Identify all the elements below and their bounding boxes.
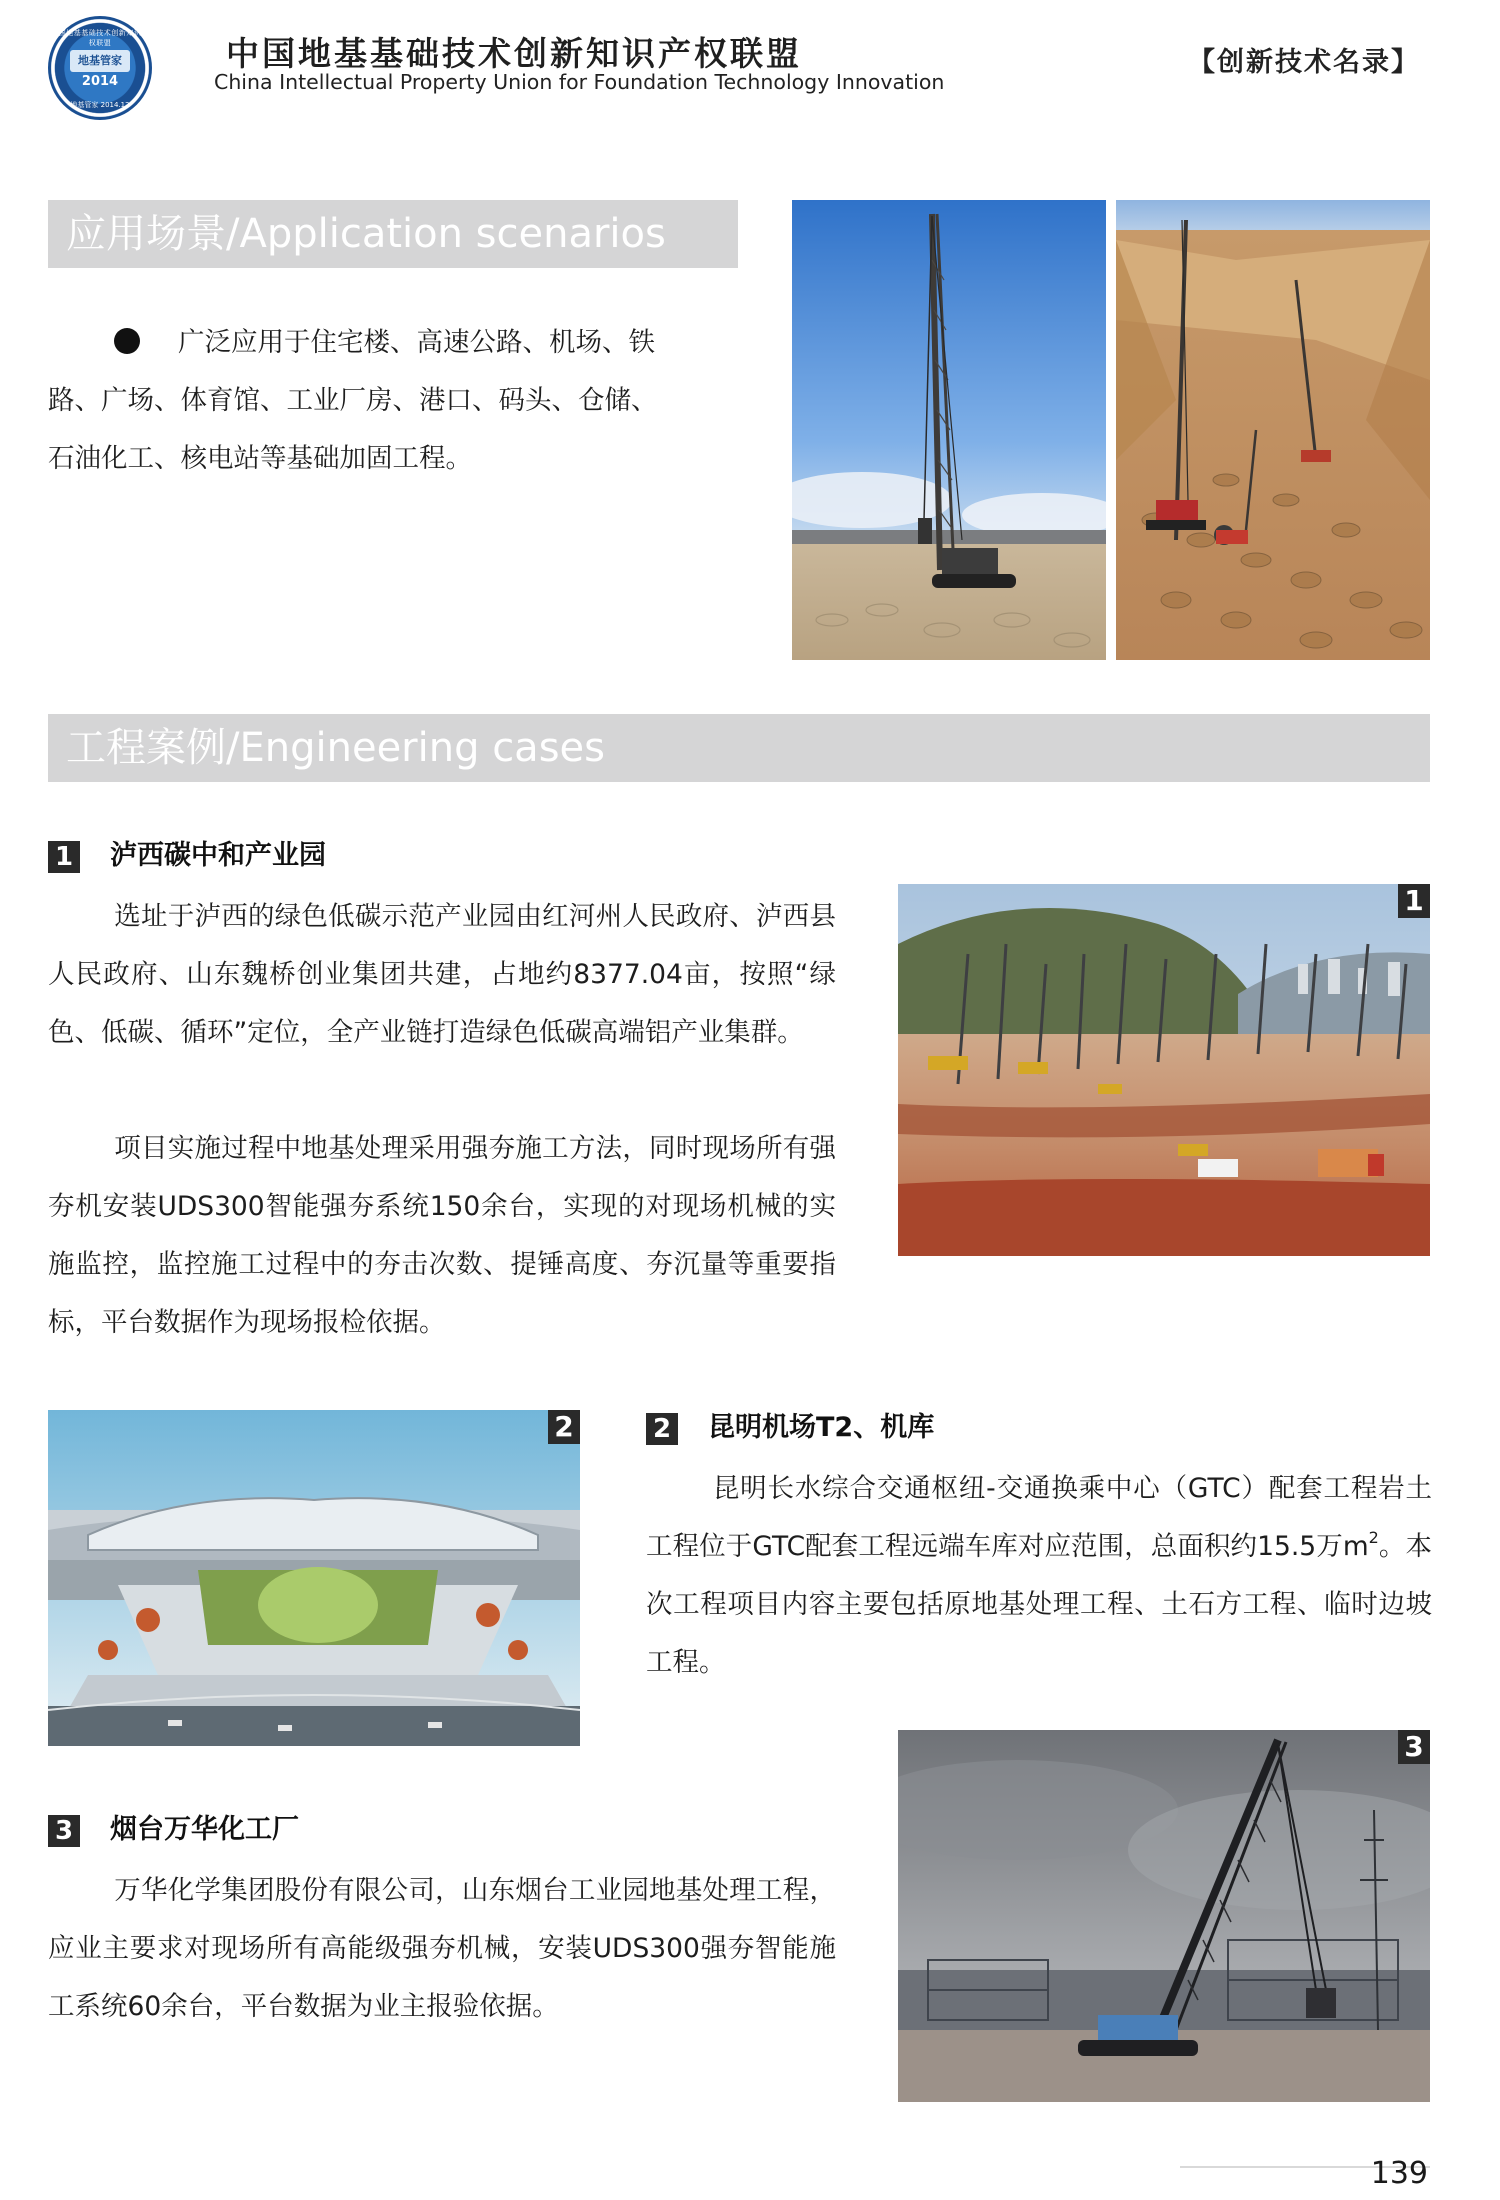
case-3-number: 3 [48,1815,80,1847]
case-3-title-text: 烟台万华化工厂 [110,1814,299,1845]
case-1-paragraph-2-text: 项目实施过程中地基处理采用强夯施工方法，同时现场所有强夯机安装UDS300智能强夯系统150余台，实现的对现场机械的实施监控，监控施工过程中的夯击次数、提锤高度、夯沉量等重要指标，平台数据作为现场报检依据。 [48,1133,836,1338]
org-name-cn: 中国地基基础技术创新知识产权联盟 [226,34,802,73]
application-section-heading: 应用场景/Application scenarios [48,200,738,268]
case-2-paragraph-text-b: 。本次工程项目内容主要包括原地基处理工程、土石方工程、临时边坡工程。 [646,1531,1433,1678]
photo-2-number: 2 [548,1410,580,1444]
photo-case-3-chemical-plant [898,1730,1430,2102]
case-2-area-superscript: 2 [1368,1528,1379,1547]
application-line-2: 路、广场、体育馆、工业厂房、港口、码头、仓储、 [48,385,658,416]
application-line-3: 石油化工、核电站等基础加固工程。 [48,443,472,474]
logo-badge: 地基管家 [70,50,130,72]
application-line-1: 广泛应用于住宅楼、高速公路、机场、铁 [178,327,655,358]
case-3-paragraph [48,1862,836,2036]
photo-case-1-construction-site [898,884,1430,1256]
case-2-paragraph [646,1460,1432,1692]
page-number: 139 [1370,2156,1428,2191]
case-1-paragraph-1-text: 选址于泸西的绿色低碳示范产业园由红河州人民政府、泸西县人民政府、山东魏桥创业集团共建，占地约8377.04亩，按照“绿色、低碳、循环”定位，全产业链打造绿色低碳高端铝产业集群。 [48,901,836,1048]
case-1-title [48,836,326,876]
logo-year: 2014 [81,74,119,89]
case-3-title [48,1810,299,1850]
case-3-paragraph-text: 万华化学集团股份有限公司，山东烟台工业园地基处理工程，应业主要求对现场所有高能级强夯机械，安装UDS300强夯智能施工系统60余台，平台数据为业主报验依据。 [48,1875,836,2022]
org-name-en: China Intellectual Property Union for Foundation Technology Innovation [214,70,945,94]
case-2-number: 2 [646,1413,678,1445]
photo-1-number: 1 [1398,884,1430,918]
photo-case-2-airport-rendering [48,1410,580,1746]
bullet-icon [114,328,140,354]
case-1-paragraph-2 [48,1120,836,1352]
case-2-title [646,1408,934,1448]
case-1-title-text: 泸西碳中和产业园 [110,840,326,871]
case-2-paragraph-text-a: 昆明长水综合交通枢纽-交通换乘中心（GTC）配套工程岩土工程位于GTC配套工程远端车库对应范围，总面积约15.5万m [646,1473,1432,1562]
photo-foundation-pit [1116,200,1430,660]
photo-3-number: 3 [1398,1730,1430,1764]
case-2-title-text: 昆明机场T2、机库 [708,1412,935,1443]
case-1-paragraph-1 [48,888,836,1062]
cases-section-heading: 工程案例/Engineering cases [48,714,1430,782]
photo-crane-sandfield [792,200,1106,660]
union-logo [48,16,152,120]
logo-ring-text-bottom: 地基管家 2014.12 [70,101,130,109]
catalog-tag: 【创新技术名录】 [1188,47,1420,78]
logo-ring-text-top: 全国地基基础技术创新知识产权联盟 [51,29,149,47]
application-text [48,314,748,488]
case-1-number: 1 [48,841,80,873]
